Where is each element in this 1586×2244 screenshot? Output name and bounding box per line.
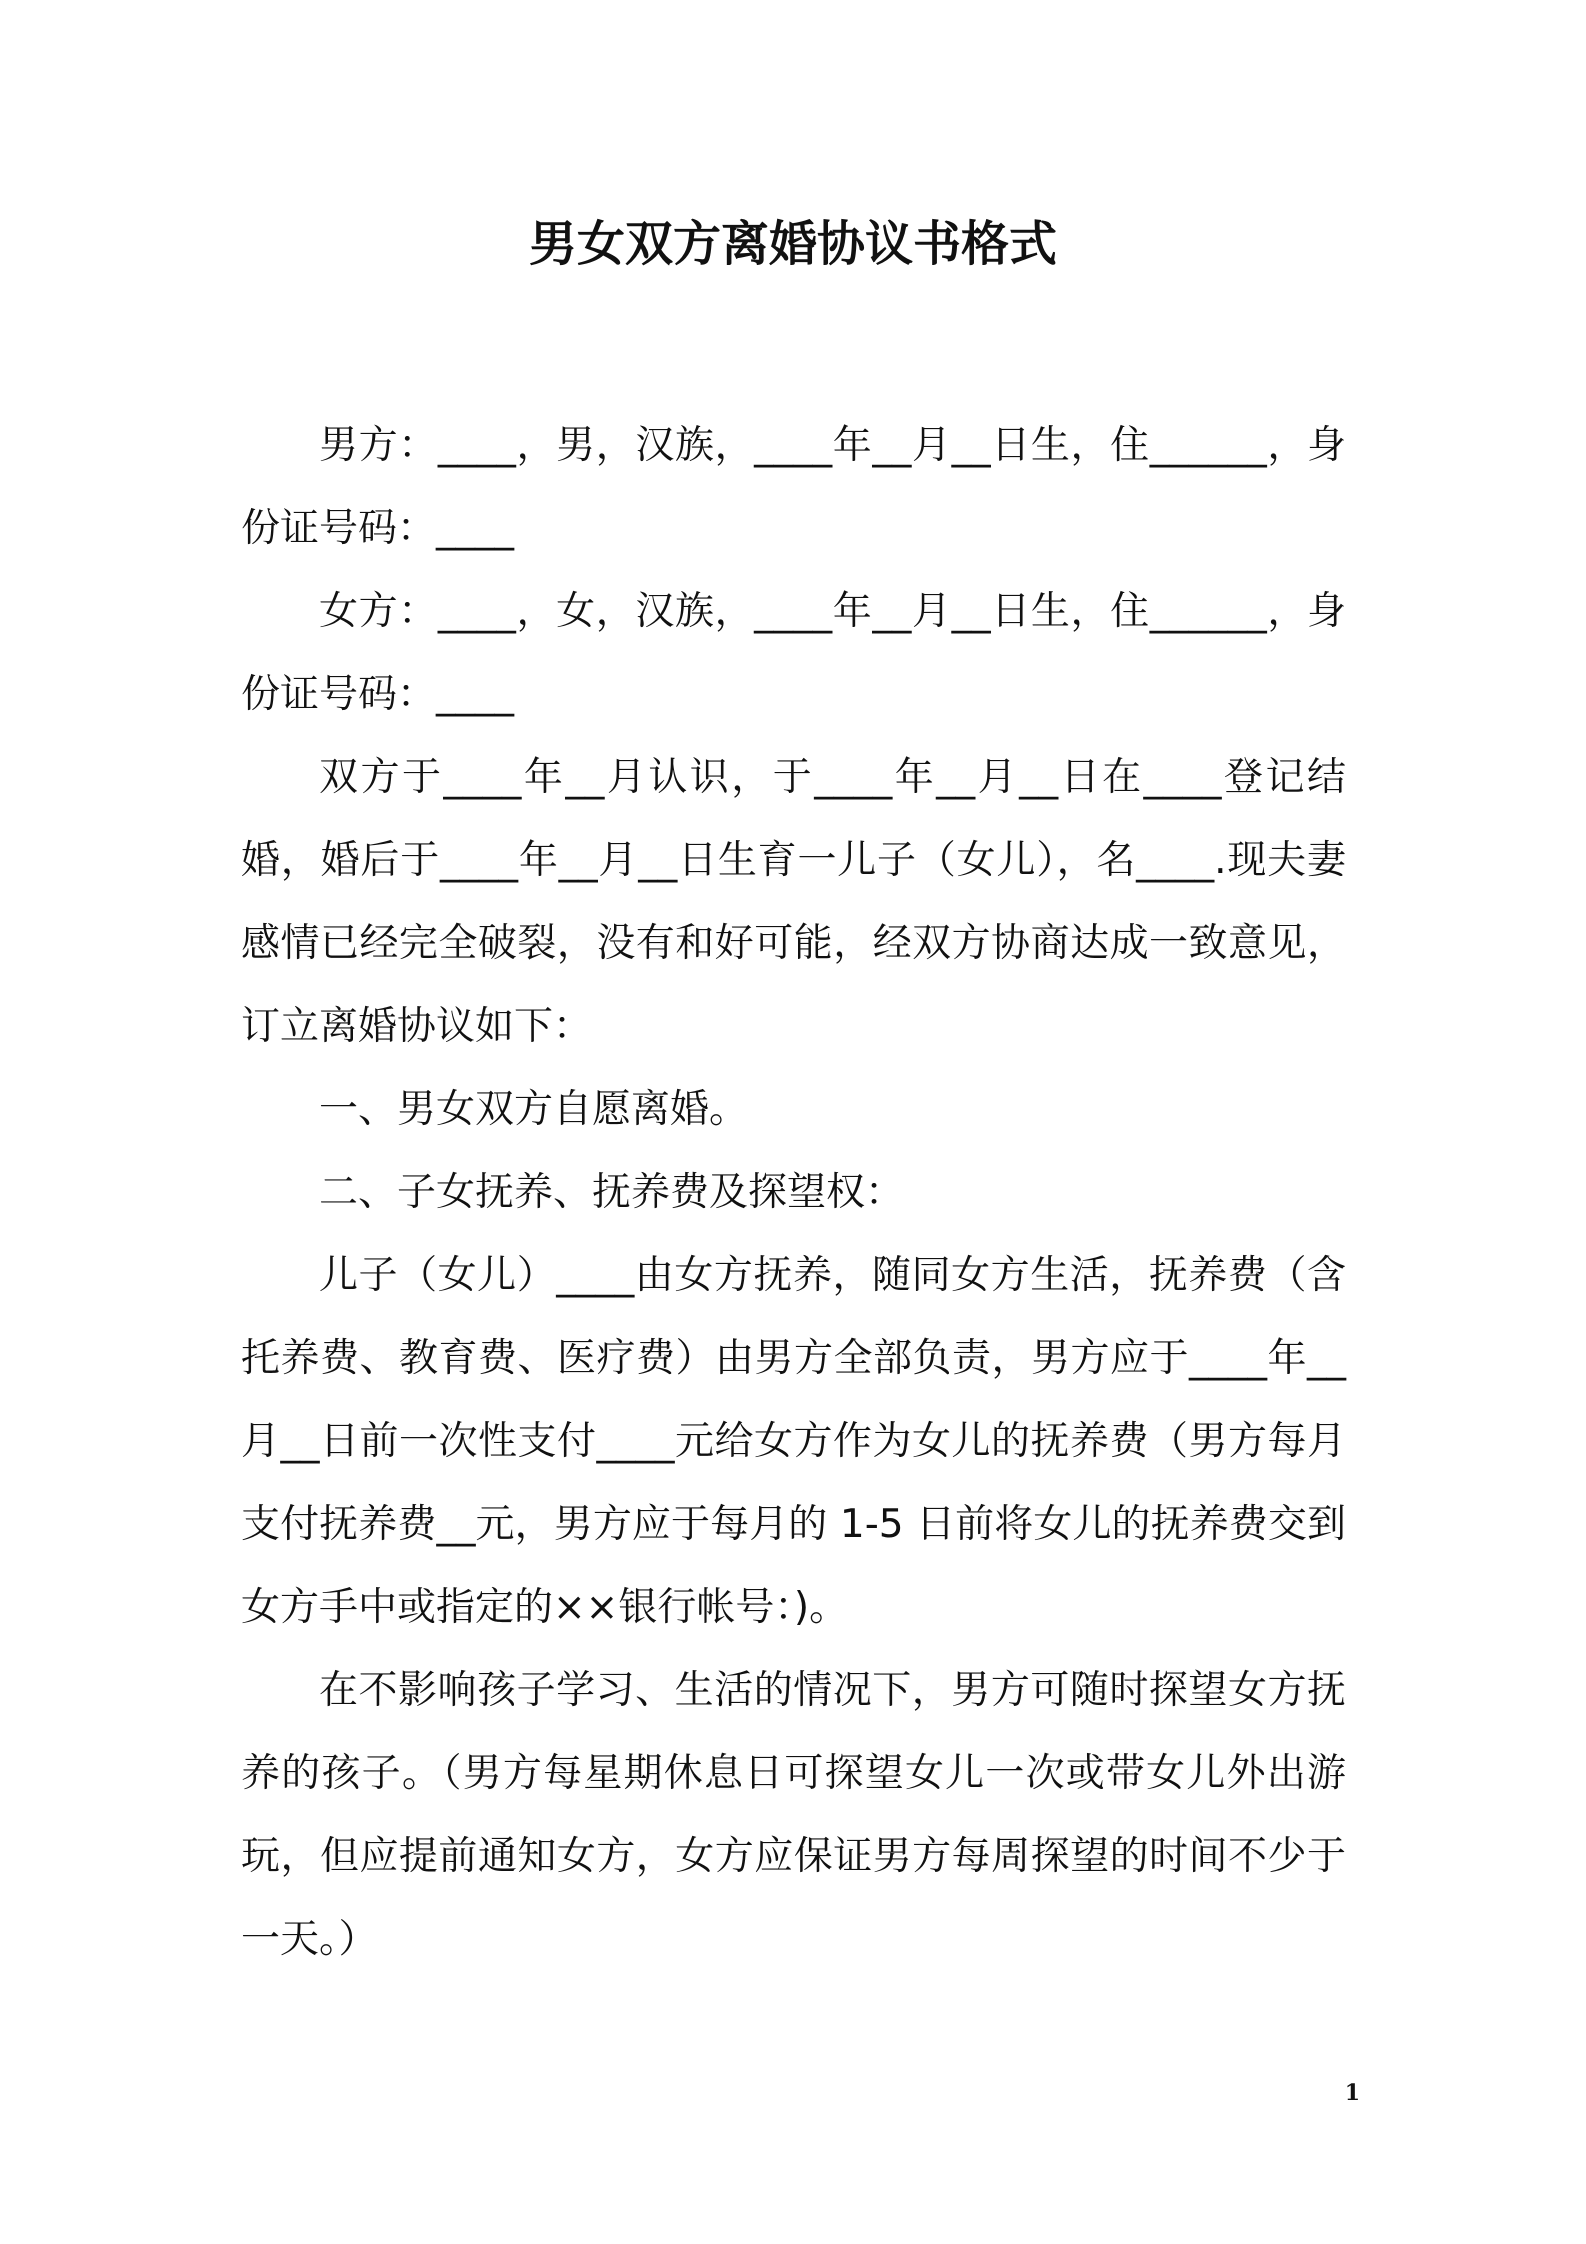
paragraph-marriage-background: 双方于____年__月认识，于____年__月__日在____登记结婚，婚后于____年__月__日生育一儿子（女儿），名____.现夫妻感情已经完全破裂，没有和好可能，经双方协商达成一致意见，订立离婚协议如下： bbox=[241, 755, 1346, 1049]
page-number: 1 bbox=[1344, 2080, 1360, 2106]
paragraph-husband-info: 男方：____，男，汉族，____年__月__日生，住______，身份证号码：____ bbox=[241, 423, 1346, 551]
paragraph-clause-2-heading: 二、子女抚养、抚养费及探望权： bbox=[319, 1170, 905, 1215]
paragraph-clause-1: 一、男女双方自愿离婚。 bbox=[319, 1087, 749, 1132]
document-body bbox=[241, 404, 1346, 1981]
paragraph-visitation: 在不影响孩子学习、生活的情况下，男方可随时探望女方抚养的孩子。（男方每星期休息日可探望女儿一次或带女儿外出游玩，但应提前通知女方，女方应保证男方每周探望的时间不少于一天。） bbox=[241, 1668, 1346, 1962]
paragraph-wife-info: 女方：____，女，汉族，____年__月__日生，住______，身份证号码：____ bbox=[241, 589, 1346, 717]
paragraph-child-support: 儿子（女儿）____由女方抚养，随同女方生活，抚养费（含托养费、教育费、医疗费）由男方全部负责，男方应于____年__月__日前一次性支付____元给女方作为女儿的抚养费（男方每月支付抚养费__元，男方应于每月的 1-5 日前将女儿的抚养费交到女方手中或指定的××银行帐号：)。 bbox=[241, 1253, 1346, 1630]
document-title: 男女双方离婚协议书格式 bbox=[528, 216, 1057, 272]
